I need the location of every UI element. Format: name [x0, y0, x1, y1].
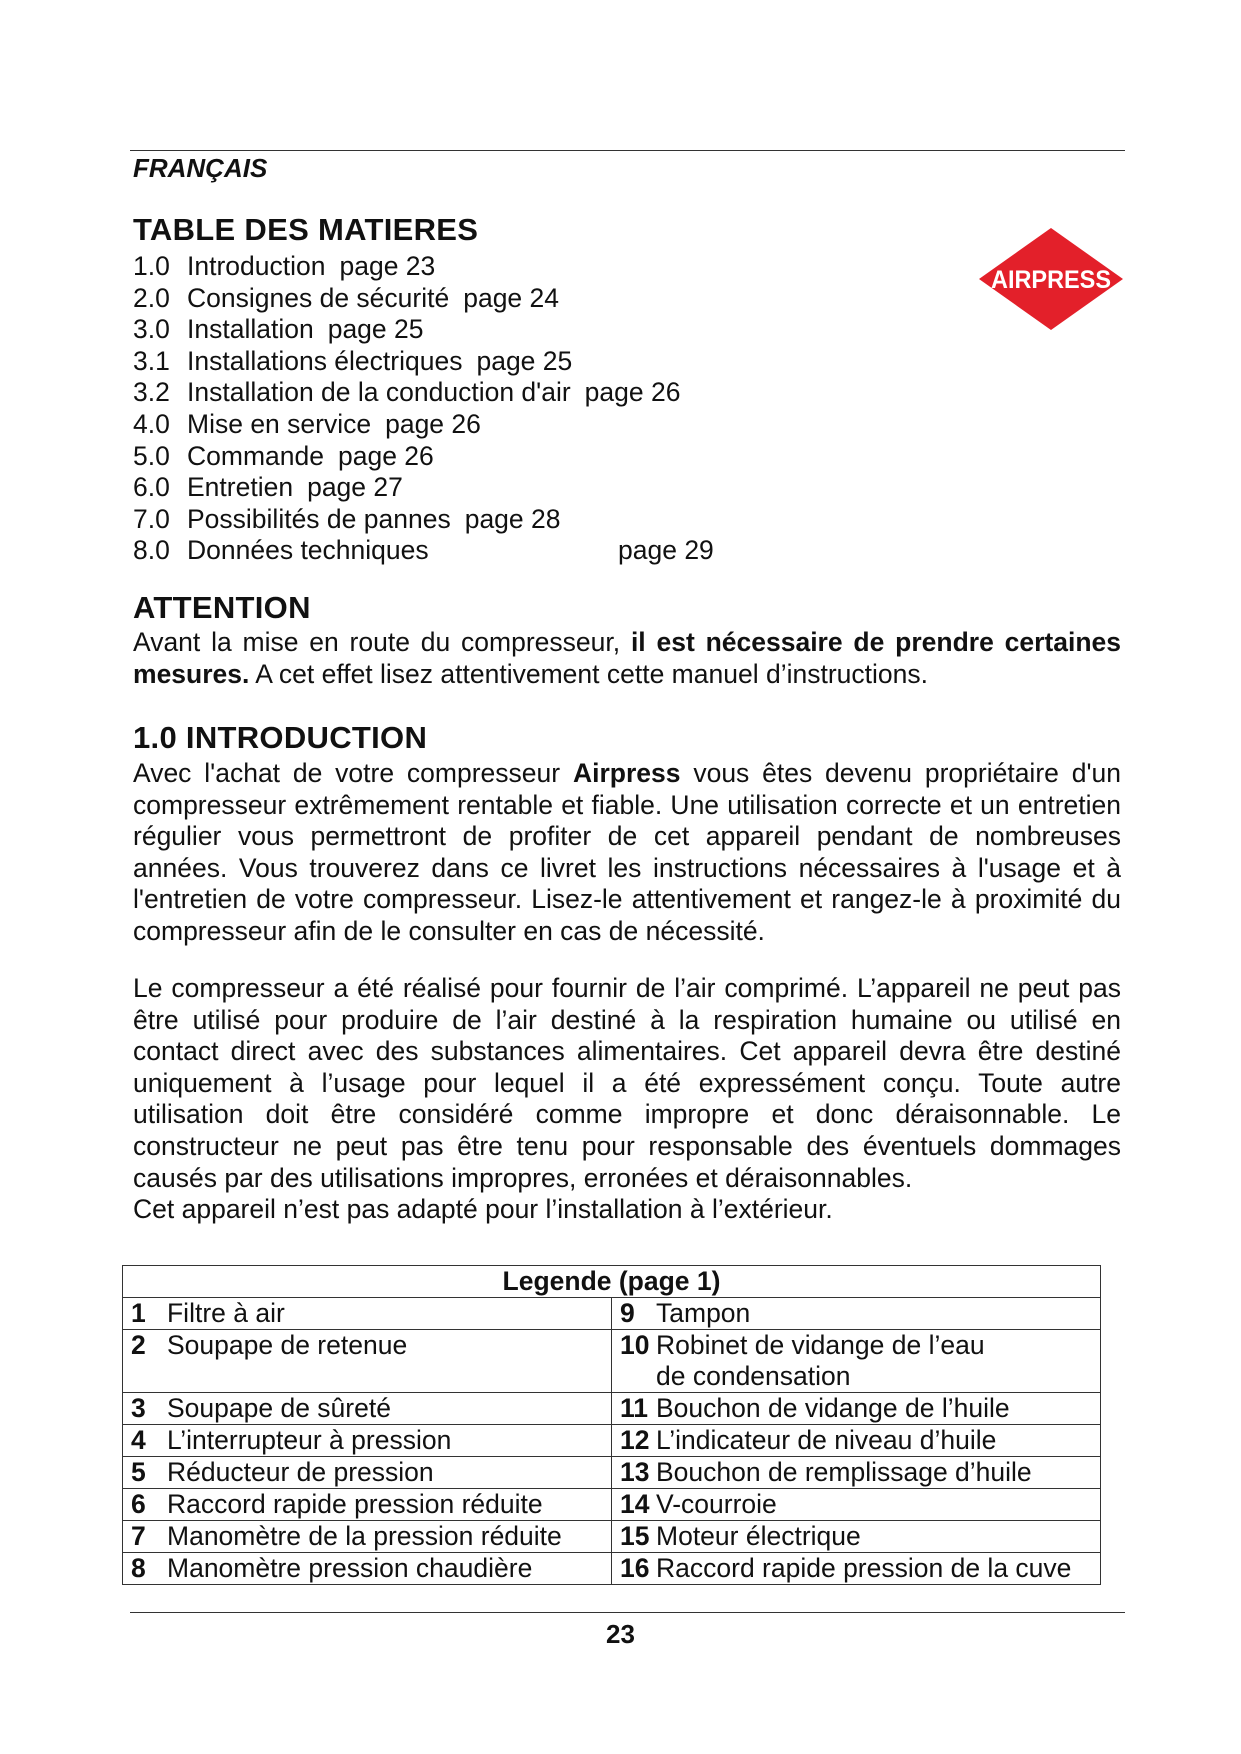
legend-text: Manomètre de la pression réduite [167, 1521, 562, 1551]
toc-item [133, 251, 694, 283]
legend-number: 4 [131, 1425, 146, 1455]
intro-paragraph-1 [133, 758, 1121, 948]
toc-label: Consignes de sécurité [187, 282, 450, 313]
toc-item [133, 346, 694, 378]
legend-number: 12 [620, 1425, 650, 1455]
legend-cell-right [612, 1330, 1101, 1393]
toc-label: Introduction [187, 251, 326, 281]
toc-label: Entretien [187, 472, 294, 503]
legend-header-row [123, 1266, 1101, 1298]
toc-item [133, 314, 694, 346]
legend-row [123, 1330, 1101, 1393]
legend-number: 11 [620, 1393, 649, 1423]
legend-cell-right [612, 1457, 1101, 1489]
legend-cell-left [123, 1298, 612, 1330]
legend-number: 14 [620, 1489, 650, 1519]
toc-label: Installation de la conduction d'air [187, 377, 571, 408]
intro-paragraph-2: Le compresseur a été réalisé pour fournir de l’air comprimé. L’appareil ne peut pas être utilisé pour produire de l’air destiné à la respiration humaine ou utilisé en contact direct avec des substances alimentaires. Cet appareil devra être destiné uniquement à l’usage pour lequel il a été expressément conçu. Toute autre utilisation doit être considéré comme impropre et donc déraisonnable. Le constructeur ne peut pas être tenu pour responsable des éventuels dommages causés par des utilisations impropres, erronées et déraisonnables. [133, 973, 1121, 1193]
legend-cell-right [612, 1521, 1101, 1553]
legend-cell-left [123, 1457, 612, 1489]
legend-number: 16 [620, 1553, 650, 1583]
toc-label: Installation [187, 314, 314, 345]
intro-p1-brand: Airpress [572, 758, 681, 788]
intro-title: 1.0 INTRODUCTION [133, 720, 428, 755]
toc-page: page 26 [584, 377, 681, 408]
legend-text: Soupape de sûreté [167, 1393, 391, 1423]
legend-cell-left [123, 1330, 612, 1393]
airpress-logo [977, 226, 1125, 332]
legend-row [123, 1393, 1101, 1425]
legend-cell-right [612, 1489, 1101, 1521]
legend-row [123, 1457, 1101, 1489]
toc-page: page 29 [618, 535, 714, 566]
legend-number: 2 [131, 1330, 146, 1360]
toc-number: 6.0 [133, 472, 170, 503]
toc-item [133, 472, 694, 504]
legend-text: Bouchon de vidange de l’huile [656, 1393, 1010, 1423]
toc-label: Installations électriques [187, 345, 463, 376]
toc-number: 3.0 [133, 314, 170, 345]
legend-row [123, 1425, 1101, 1457]
toc-page: page 25 [327, 314, 424, 345]
toc-number: 4.0 [133, 408, 170, 439]
legend-number: 8 [131, 1553, 146, 1583]
legend-row [123, 1298, 1101, 1330]
toc-label: Possibilités de pannes [187, 503, 451, 534]
toc-page: page 25 [476, 345, 573, 376]
toc-item [133, 535, 714, 567]
toc-page: page 26 [337, 440, 434, 471]
legend-cell-left [123, 1553, 612, 1585]
toc-page: page 28 [464, 503, 561, 534]
page-number: 23 [606, 1619, 635, 1649]
legend-text: Soupape de retenue [167, 1330, 408, 1360]
toc-item [133, 377, 694, 409]
legend-table [122, 1265, 1101, 1585]
attention-text-end: A cet effet lisez attentivement cette manuel d’instructions. [255, 658, 928, 689]
language-label: FRANÇAIS [133, 153, 268, 183]
toc-page: page 24 [463, 282, 560, 313]
legend-cell-left [123, 1425, 612, 1457]
toc-item [133, 441, 694, 473]
legend-number: 3 [131, 1393, 146, 1423]
toc-number: 7.0 [133, 503, 170, 534]
legend-cell-left [123, 1489, 612, 1521]
attention-text-start: Avant la mise en route du compresseur, [133, 627, 621, 657]
legend-text: Tampon [656, 1298, 751, 1328]
legend-text: Robinet de vidange de l’eau de condensation [656, 1330, 985, 1391]
toc-number: 1.0 [133, 251, 170, 281]
legend-text: L’indicateur de niveau d’huile [656, 1425, 997, 1455]
toc-title: TABLE DES MATIERES [133, 212, 479, 247]
legend-text: V-courroie [656, 1489, 777, 1519]
toc-label: Mise en service [187, 408, 372, 439]
footer-rule [130, 1612, 1125, 1613]
toc-number: 2.0 [133, 282, 170, 313]
toc-page: page 26 [385, 408, 481, 439]
legend-number: 7 [131, 1521, 146, 1551]
legend-text: L’interrupteur à pression [167, 1425, 452, 1455]
toc-label: Données techniques [187, 535, 429, 566]
legend-cell-right [612, 1393, 1101, 1425]
toc-list [133, 251, 714, 567]
legend-number: 1 [131, 1298, 146, 1328]
toc-page: page 23 [339, 251, 436, 281]
intro-p1-rest: vous êtes devenu propriétaire d'un compresseur extrêmement rentable et fiable. Une utilisation correcte et un entretien régulier vous permettront de profiter de cet appareil pendant de nombreuses années. Vous trouverez dans ce livret les instructions nécessaires à l'usage et à l'entretien de votre compresseur. Lisez-le attentivement et rangez-le à proximité du compresseur afin de le consulter en cas de nécessité. [133, 758, 1121, 946]
attention-text-bold: il est nécessaire de prendre certaines mesures. [133, 627, 1121, 689]
legend-text: Manomètre pression chaudière [167, 1553, 533, 1583]
legend-text: Moteur électrique [656, 1521, 861, 1551]
toc-number: 5.0 [133, 440, 170, 471]
legend-row [123, 1489, 1101, 1521]
header-rule [130, 150, 1125, 151]
intro-paragraph-3: Cet appareil n’est pas adapté pour l’installation à l’extérieur. [133, 1194, 833, 1224]
toc-number: 3.2 [133, 377, 170, 408]
attention-title: ATTENTION [133, 590, 311, 625]
legend-number: 13 [620, 1457, 650, 1487]
legend-text: Bouchon de remplissage d’huile [656, 1457, 1032, 1487]
legend-row [123, 1521, 1101, 1553]
legend-text: Filtre à air [167, 1298, 285, 1328]
legend-cell-right [612, 1553, 1101, 1585]
intro-p1-start: Avec l'achat de votre compresseur [133, 758, 561, 788]
legend-cell-right [612, 1298, 1101, 1330]
legend-text: Raccord rapide pression réduite [167, 1489, 543, 1519]
legend-row [123, 1553, 1101, 1585]
toc-page: page 27 [307, 472, 403, 503]
legend-text: Raccord rapide pression de la cuve [656, 1553, 1072, 1583]
legend-number: 10 [620, 1330, 650, 1360]
toc-number: 8.0 [133, 535, 170, 566]
legend-number: 6 [131, 1489, 146, 1519]
toc-item [133, 283, 694, 315]
toc-label: Commande [187, 440, 324, 471]
legend-number: 5 [131, 1457, 146, 1487]
attention-text [133, 627, 1121, 690]
logo-text: AIRPRESS [991, 266, 1111, 294]
toc-item [133, 504, 694, 536]
legend-text: Réducteur de pression [167, 1457, 434, 1487]
toc-item [133, 409, 694, 441]
legend-number: 9 [620, 1298, 635, 1328]
legend-cell-left [123, 1393, 612, 1425]
legend-cell-right [612, 1425, 1101, 1457]
legend-title: Legende (page 1) [123, 1266, 1101, 1298]
legend-number: 15 [620, 1521, 650, 1551]
toc-number: 3.1 [133, 345, 170, 376]
legend-cell-left [123, 1521, 612, 1553]
